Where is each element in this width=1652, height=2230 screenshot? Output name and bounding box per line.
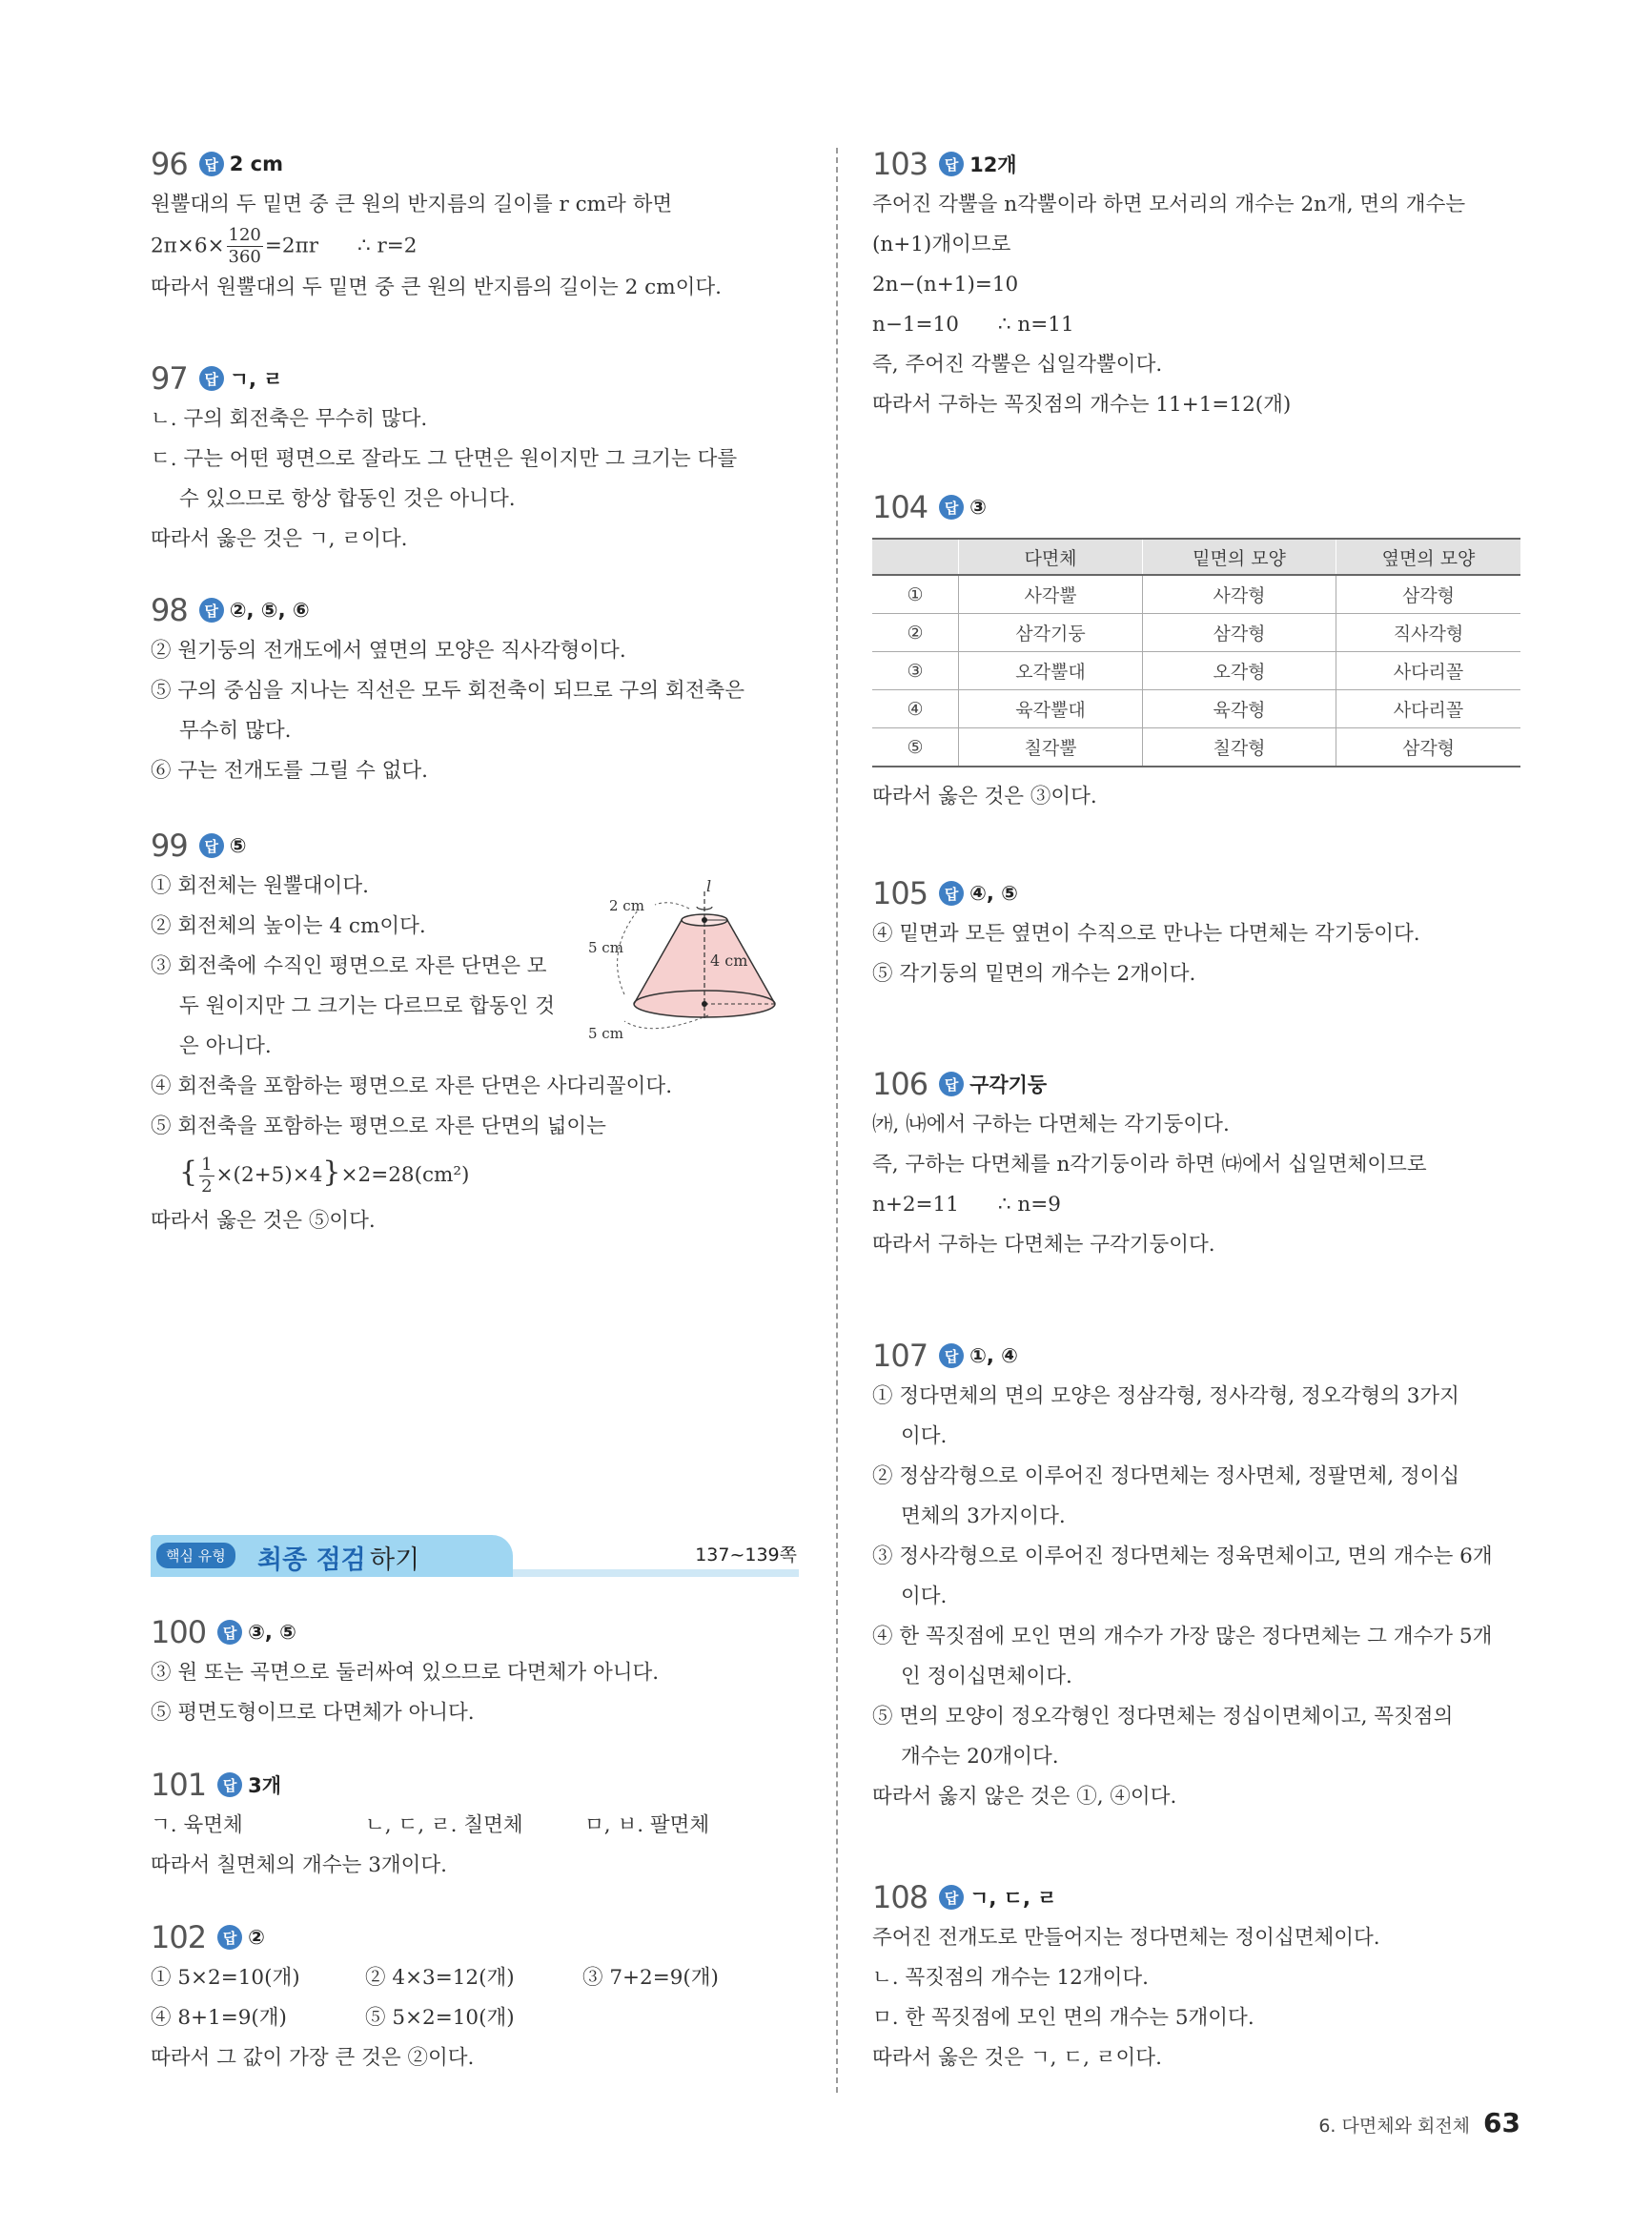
- line: 원뿔대의 두 밑면 중 큰 원의 반지름의 길이를 r cm라 하면: [151, 193, 673, 216]
- line: ㄷ. 구는 어떤 평면으로 잘라도 그 단면은 원이지만 그 크기는 다를: [151, 447, 738, 471]
- answer: 2 cm: [229, 153, 283, 175]
- slant-label: 5 cm: [588, 939, 623, 956]
- line: 따라서 옳은 것은 ㄱ, ㄷ, ㄹ이다.: [872, 2046, 1162, 2070]
- line: 즉, 구하는 다면체를 n각기둥이라 하면 ㈐에서 십일면체이므로: [872, 1153, 1427, 1176]
- line: ㄴ. 꼭짓점의 개수는 12개이다.: [872, 1966, 1149, 1990]
- line: ② 회전체의 높이는 4 cm이다.: [151, 914, 426, 938]
- problem-108: [872, 1876, 1520, 2078]
- line: ① 5×2=10(개) ② 4×3=12(개) ③ 7+2=9(개): [151, 1966, 719, 1990]
- section-banner: [151, 1535, 799, 1577]
- answer: 12개: [969, 153, 1017, 176]
- line: 따라서 그 값이 가장 큰 것은 ②이다.: [151, 2046, 475, 2070]
- answer-badge: 답: [939, 495, 964, 520]
- problem-98: [151, 589, 799, 791]
- line: ⑤ 구의 중심을 지나는 직선은 모두 회전축이 되므로 구의 회전축은: [151, 679, 745, 703]
- problem-number: 105: [872, 875, 928, 911]
- problem-number: 100: [151, 1614, 207, 1650]
- top-center: [702, 917, 707, 923]
- answer-badge: 답: [199, 152, 224, 176]
- page-range: 137~139쪽: [695, 1545, 797, 1565]
- line: ㄴ. 구의 회전축은 무수히 많다.: [151, 407, 428, 431]
- answer-badge: 답: [939, 1343, 964, 1368]
- answer: ⑤: [229, 834, 247, 857]
- line: 2n−(n+1)=10: [872, 273, 1019, 297]
- table-row: ④ 육각뿔대 육각형 사다리꼴: [872, 690, 1520, 728]
- section-title-suffix: 하기: [370, 1545, 420, 1575]
- line: ③ 원 또는 곡면으로 둘러싸여 있으므로 다면체가 아니다.: [151, 1661, 660, 1685]
- line: 면체의 3가지이다.: [901, 1504, 1066, 1528]
- answer-badge: 답: [217, 1620, 242, 1645]
- line: ③ 회전축에 수직인 평면으로 자른 단면은 모: [151, 954, 547, 978]
- answer-badge: 답: [939, 881, 964, 906]
- section-tag: 핵심 유형: [156, 1543, 235, 1568]
- line: ⑤ 회전축을 포함하는 평면으로 자른 단면의 넓이는: [151, 1115, 606, 1138]
- problem-102: [151, 1916, 799, 2078]
- problem-number: 104: [872, 489, 928, 525]
- line: 수 있으므로 항상 합동인 것은 아니다.: [179, 487, 516, 511]
- axis-label: l: [706, 877, 712, 895]
- polyhedra-table: 다면체 밑면의 모양 옆면의 모양 ① 사각뿔 사각형 삼각형 ② 삼각기둥 삼각형 직사각형 ③ 오각뿔대 오각형 사다리꼴 ④ 육각뿔대 육각형 사다리꼴 ⑤ 칠각뿔 칠각형 삼각형: [872, 538, 1520, 767]
- problem-number: 103: [872, 146, 928, 182]
- problem-number: 96: [151, 146, 188, 182]
- section-title: 최종 점검: [257, 1545, 366, 1575]
- bottom-radius-label: 5 cm: [588, 1025, 623, 1042]
- answer: ②: [248, 1926, 265, 1949]
- equation: 2π×6× $\frac{120}{360}$ =2πr ∴ r=2: [151, 225, 418, 267]
- answer: 구각기둥: [969, 1074, 1048, 1096]
- table-row: ① 사각뿔 사각형 삼각형: [872, 575, 1520, 614]
- line: ㅁ. 한 꼭짓점에 모인 면의 개수는 5개이다.: [872, 2006, 1254, 2030]
- column-divider: [836, 148, 838, 2093]
- page-footer: [1318, 2107, 1520, 2138]
- line: ② 정삼각형으로 이루어진 정다면체는 정사면체, 정팔면체, 정이십: [872, 1464, 1460, 1488]
- line: 따라서 원뿔대의 두 밑면 중 큰 원의 반지름의 길이는 2 cm이다.: [151, 276, 722, 299]
- problem-number: 102: [151, 1919, 207, 1955]
- problem-number: 99: [151, 828, 188, 864]
- chapter-title: 6. 다면체와 회전체: [1318, 2116, 1471, 2137]
- answer: ①, ④: [969, 1344, 1018, 1367]
- answer: ②, ⑤, ⑥: [229, 599, 310, 622]
- problem-number: 98: [151, 592, 188, 628]
- answer-badge: 답: [217, 1772, 242, 1797]
- problem-99: [151, 825, 799, 1241]
- line: 주어진 전개도로 만들어지는 정다면체는 정이십면체이다.: [872, 1926, 1380, 1950]
- line: ① 회전체는 원뿔대이다.: [151, 874, 369, 898]
- answer-badge: 답: [199, 833, 224, 858]
- line: n+2=11 ∴ n=9: [872, 1193, 1061, 1217]
- page-number: 63: [1483, 2107, 1520, 2138]
- height-label: 4 cm: [710, 951, 748, 970]
- answer: ㄱ, ㄷ, ㄹ: [969, 1887, 1057, 1910]
- line: 인 정이십면체이다.: [901, 1665, 1072, 1688]
- bottom-center: [702, 1001, 707, 1007]
- line: ① 정다면체의 면의 모양은 정삼각형, 정사각형, 정오각형의 3가지: [872, 1384, 1459, 1408]
- frustum-figure: [588, 877, 804, 1049]
- answer: ㄱ, ㄹ: [229, 368, 283, 391]
- answer: ④, ⑤: [969, 882, 1018, 905]
- line: 은 아니다.: [179, 1034, 272, 1058]
- line: ㄱ. 육면체 ㄴ, ㄷ, ㄹ. 칠면체 ㅁ, ㅂ. 팔면체: [151, 1813, 710, 1837]
- top-bracket: [655, 903, 689, 909]
- problem-107: [872, 1335, 1520, 1817]
- problem-96: [151, 143, 799, 308]
- problem-number: 107: [872, 1338, 928, 1374]
- line: ⑥ 구는 전개도를 그릴 수 없다.: [151, 759, 428, 783]
- problem-105: [872, 872, 1520, 994]
- line: 즉, 주어진 각뿔은 십일각뿔이다.: [872, 353, 1163, 377]
- line: n−1=10 ∴ n=11: [872, 313, 1074, 337]
- line: 두 원이지만 그 크기는 다르므로 합동인 것: [179, 994, 556, 1018]
- answer: ③: [969, 496, 987, 519]
- line: 따라서 구하는 다면체는 구각기둥이다.: [872, 1233, 1215, 1257]
- problem-106: [872, 1063, 1520, 1265]
- line: ③ 정사각형으로 이루어진 정다면체는 정육면체이고, 면의 개수는 6개: [872, 1545, 1493, 1568]
- line: 따라서 옳지 않은 것은 ①, ④이다.: [872, 1785, 1177, 1809]
- equation: { $\frac{1}{2}$ ×(2+5)×4}×2=28(cm²): [179, 1154, 470, 1197]
- problem-number: 106: [872, 1066, 928, 1102]
- line: 주어진 각뿔을 n각뿔이라 하면 모서리의 개수는 2n개, 면의 개수는: [872, 193, 1466, 216]
- answer: 3개: [248, 1774, 281, 1797]
- problem-100: [151, 1611, 799, 1733]
- line: ⑤ 평면도형이므로 다면체가 아니다.: [151, 1701, 475, 1725]
- line: (n+1)개이므로: [872, 233, 1011, 256]
- line: ④ 밑면과 모든 옆면이 수직으로 만나는 다면체는 각기둥이다.: [872, 922, 1420, 946]
- problem-number: 101: [151, 1767, 207, 1803]
- table-row: ③ 오각뿔대 오각형 사다리꼴: [872, 652, 1520, 690]
- line: 이다.: [901, 1585, 948, 1608]
- answer-badge: 답: [199, 366, 224, 391]
- line: 따라서 칠면체의 개수는 3개이다.: [151, 1853, 448, 1877]
- answer: ③, ⑤: [248, 1621, 296, 1644]
- line: ㈎, ㈏에서 구하는 다면체는 각기둥이다.: [872, 1113, 1230, 1136]
- line: ⑤ 면의 모양이 정오각형인 정다면체는 정십이면체이고, 꼭짓점의: [872, 1705, 1454, 1729]
- problem-number: 97: [151, 360, 188, 397]
- problem-103: [872, 143, 1520, 425]
- line: 따라서 구하는 꼭짓점의 개수는 11+1=12(개): [872, 393, 1292, 417]
- answer-badge: 답: [199, 598, 224, 623]
- problem-104: [872, 486, 1520, 817]
- top-radius-label: 2 cm: [609, 897, 644, 914]
- table-row: ⑤ 칠각뿔 칠각형 삼각형: [872, 728, 1520, 767]
- line: ② 원기둥의 전개도에서 옆면의 모양은 직사각형이다.: [151, 639, 626, 663]
- line: ④ 회전축을 포함하는 평면으로 자른 단면은 사다리꼴이다.: [151, 1074, 673, 1098]
- problem-number: 108: [872, 1879, 928, 1915]
- line: 무수히 많다.: [179, 719, 292, 743]
- table-row: ② 삼각기둥 삼각형 직사각형: [872, 614, 1520, 652]
- line: 따라서 옳은 것은 ⑤이다.: [151, 1209, 376, 1233]
- answer-badge: 답: [939, 1072, 964, 1096]
- line: 개수는 20개이다.: [901, 1745, 1059, 1769]
- line: 따라서 옳은 것은 ㄱ, ㄹ이다.: [151, 527, 408, 551]
- problem-97: [151, 358, 799, 560]
- line: ⑤ 각기둥의 밑면의 개수는 2개이다.: [872, 962, 1196, 986]
- line: 따라서 옳은 것은 ③이다.: [872, 785, 1097, 808]
- line: ④ 한 꼭짓점에 모인 면의 개수가 가장 많은 정다면체는 그 개수가 5개: [872, 1625, 1493, 1648]
- line: 이다.: [901, 1424, 948, 1448]
- answer-badge: 답: [939, 1885, 964, 1910]
- problem-101: [151, 1764, 799, 1886]
- answer-badge: 답: [939, 152, 964, 176]
- line: ④ 8+1=9(개) ⑤ 5×2=10(개): [151, 2006, 515, 2030]
- answer-badge: 답: [217, 1925, 242, 1950]
